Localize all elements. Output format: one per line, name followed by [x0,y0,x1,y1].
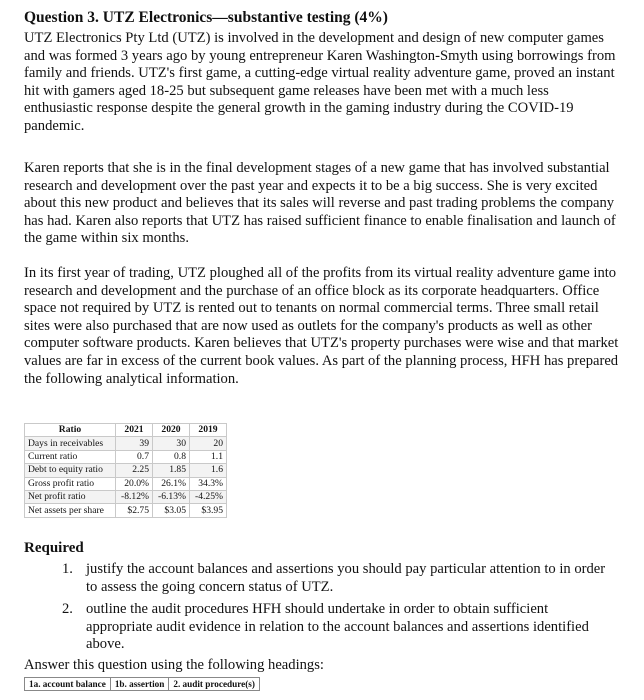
table-row [25,464,227,477]
cell-value: $3.95 [190,504,227,517]
cell-value: 34.3% [190,477,227,490]
cell-value: $2.75 [116,504,153,517]
table-row [25,437,227,450]
heading-assertion: 1b. assertion [110,678,169,691]
table-header-row [25,424,227,437]
header-year-2021: 2021 [116,424,153,437]
row-label: Days in receivables [25,437,116,450]
heading-audit-procedures: 2. audit procedure(s) [169,678,260,691]
header-ratio: Ratio [25,424,116,437]
table-row [25,490,227,503]
item-number: 2. [62,601,73,618]
analytical-ratio-table [24,423,227,518]
cell-value: 2.25 [116,464,153,477]
table-row [25,450,227,463]
required-task-list [62,561,618,659]
row-label: Net profit ratio [25,490,116,503]
answer-headings-table [24,677,260,691]
row-label: Debt to equity ratio [25,464,116,477]
row-label: Net assets per share [25,504,116,517]
item-number: 1. [62,561,73,577]
cell-value: $3.05 [153,504,190,517]
cell-value: 20.0% [116,477,153,490]
cell-value: -8.12% [116,490,153,503]
table-row [25,477,227,490]
item-text: outline the audit procedures HFH should undertake in order to obtain sufficient appropriate audit evidence in relation to the account balances and assertions identified above. [86,601,589,653]
cell-value: 0.8 [153,450,190,463]
cell-value: -4.25% [190,490,227,503]
cell-value: 39 [116,437,153,450]
header-year-2020: 2020 [153,424,190,437]
paragraph-new-game: Karen reports that she is in the final development stages of a new game that has involved substantial research and development over the past year and expects it to be a big success. She is very excited about this new product and believes that its sales will reverse and past trading problems the company has had. Karen also reports that UTZ has raised sufficient finance to enable finalisation and launch of the game within six months. [24,160,616,247]
answer-instruction: Answer this question using the following headings: [24,657,324,673]
question-title: Question 3. UTZ Electronics—substantive testing (4%) [24,9,388,26]
list-item [62,601,618,654]
item-text: justify the account balances and assertions you should pay particular attention to in order to assess the going concern status of UTZ. [86,561,606,595]
cell-value: 20 [190,437,227,450]
header-year-2019: 2019 [190,424,227,437]
heading-account-balance: 1a. account balance [25,678,111,691]
paragraph-company-background: UTZ Electronics Pty Ltd (UTZ) is involved in the development and design of new computer games and was formed 3 years ago by young entrepreneur Karen Washington-Smyth using borrowings from family and friends. UTZ's first game, a cutting-edge virtual reality adventure game, proved an instant hit with gamers aged 18-25 but subsequent game releases have been met with a much less enthusiastic response despite the general growth in the gaming industry during the COVID-19 pandemic. [24,30,616,134]
paragraph-first-year-trading: In its first year of trading, UTZ ploughed all of the profits from its virtual reality adventure game into research and development and the purchase of an office block as its corporate headquarters. Office space not required by UTZ is rented out to tenants on normal commercial terms. Three small retail sites were also purchased that are now used as outlets for the company's products as well as other computer software products. Karen believes that UTZ's property purchases were wise and that market values are far in excess of the current book values. As part of the planning process, HFH has prepared the following analytical information. [24,265,619,387]
row-label: Current ratio [25,450,116,463]
cell-value: 1.1 [190,450,227,463]
headings-row [25,678,260,691]
cell-value: 26.1% [153,477,190,490]
cell-value: 30 [153,437,190,450]
cell-value: 1.85 [153,464,190,477]
list-item [62,561,618,596]
row-label: Gross profit ratio [25,477,116,490]
required-heading: Required [24,540,84,556]
table-row [25,504,227,517]
cell-value: 1.6 [190,464,227,477]
cell-value: 0.7 [116,450,153,463]
cell-value: -6.13% [153,490,190,503]
